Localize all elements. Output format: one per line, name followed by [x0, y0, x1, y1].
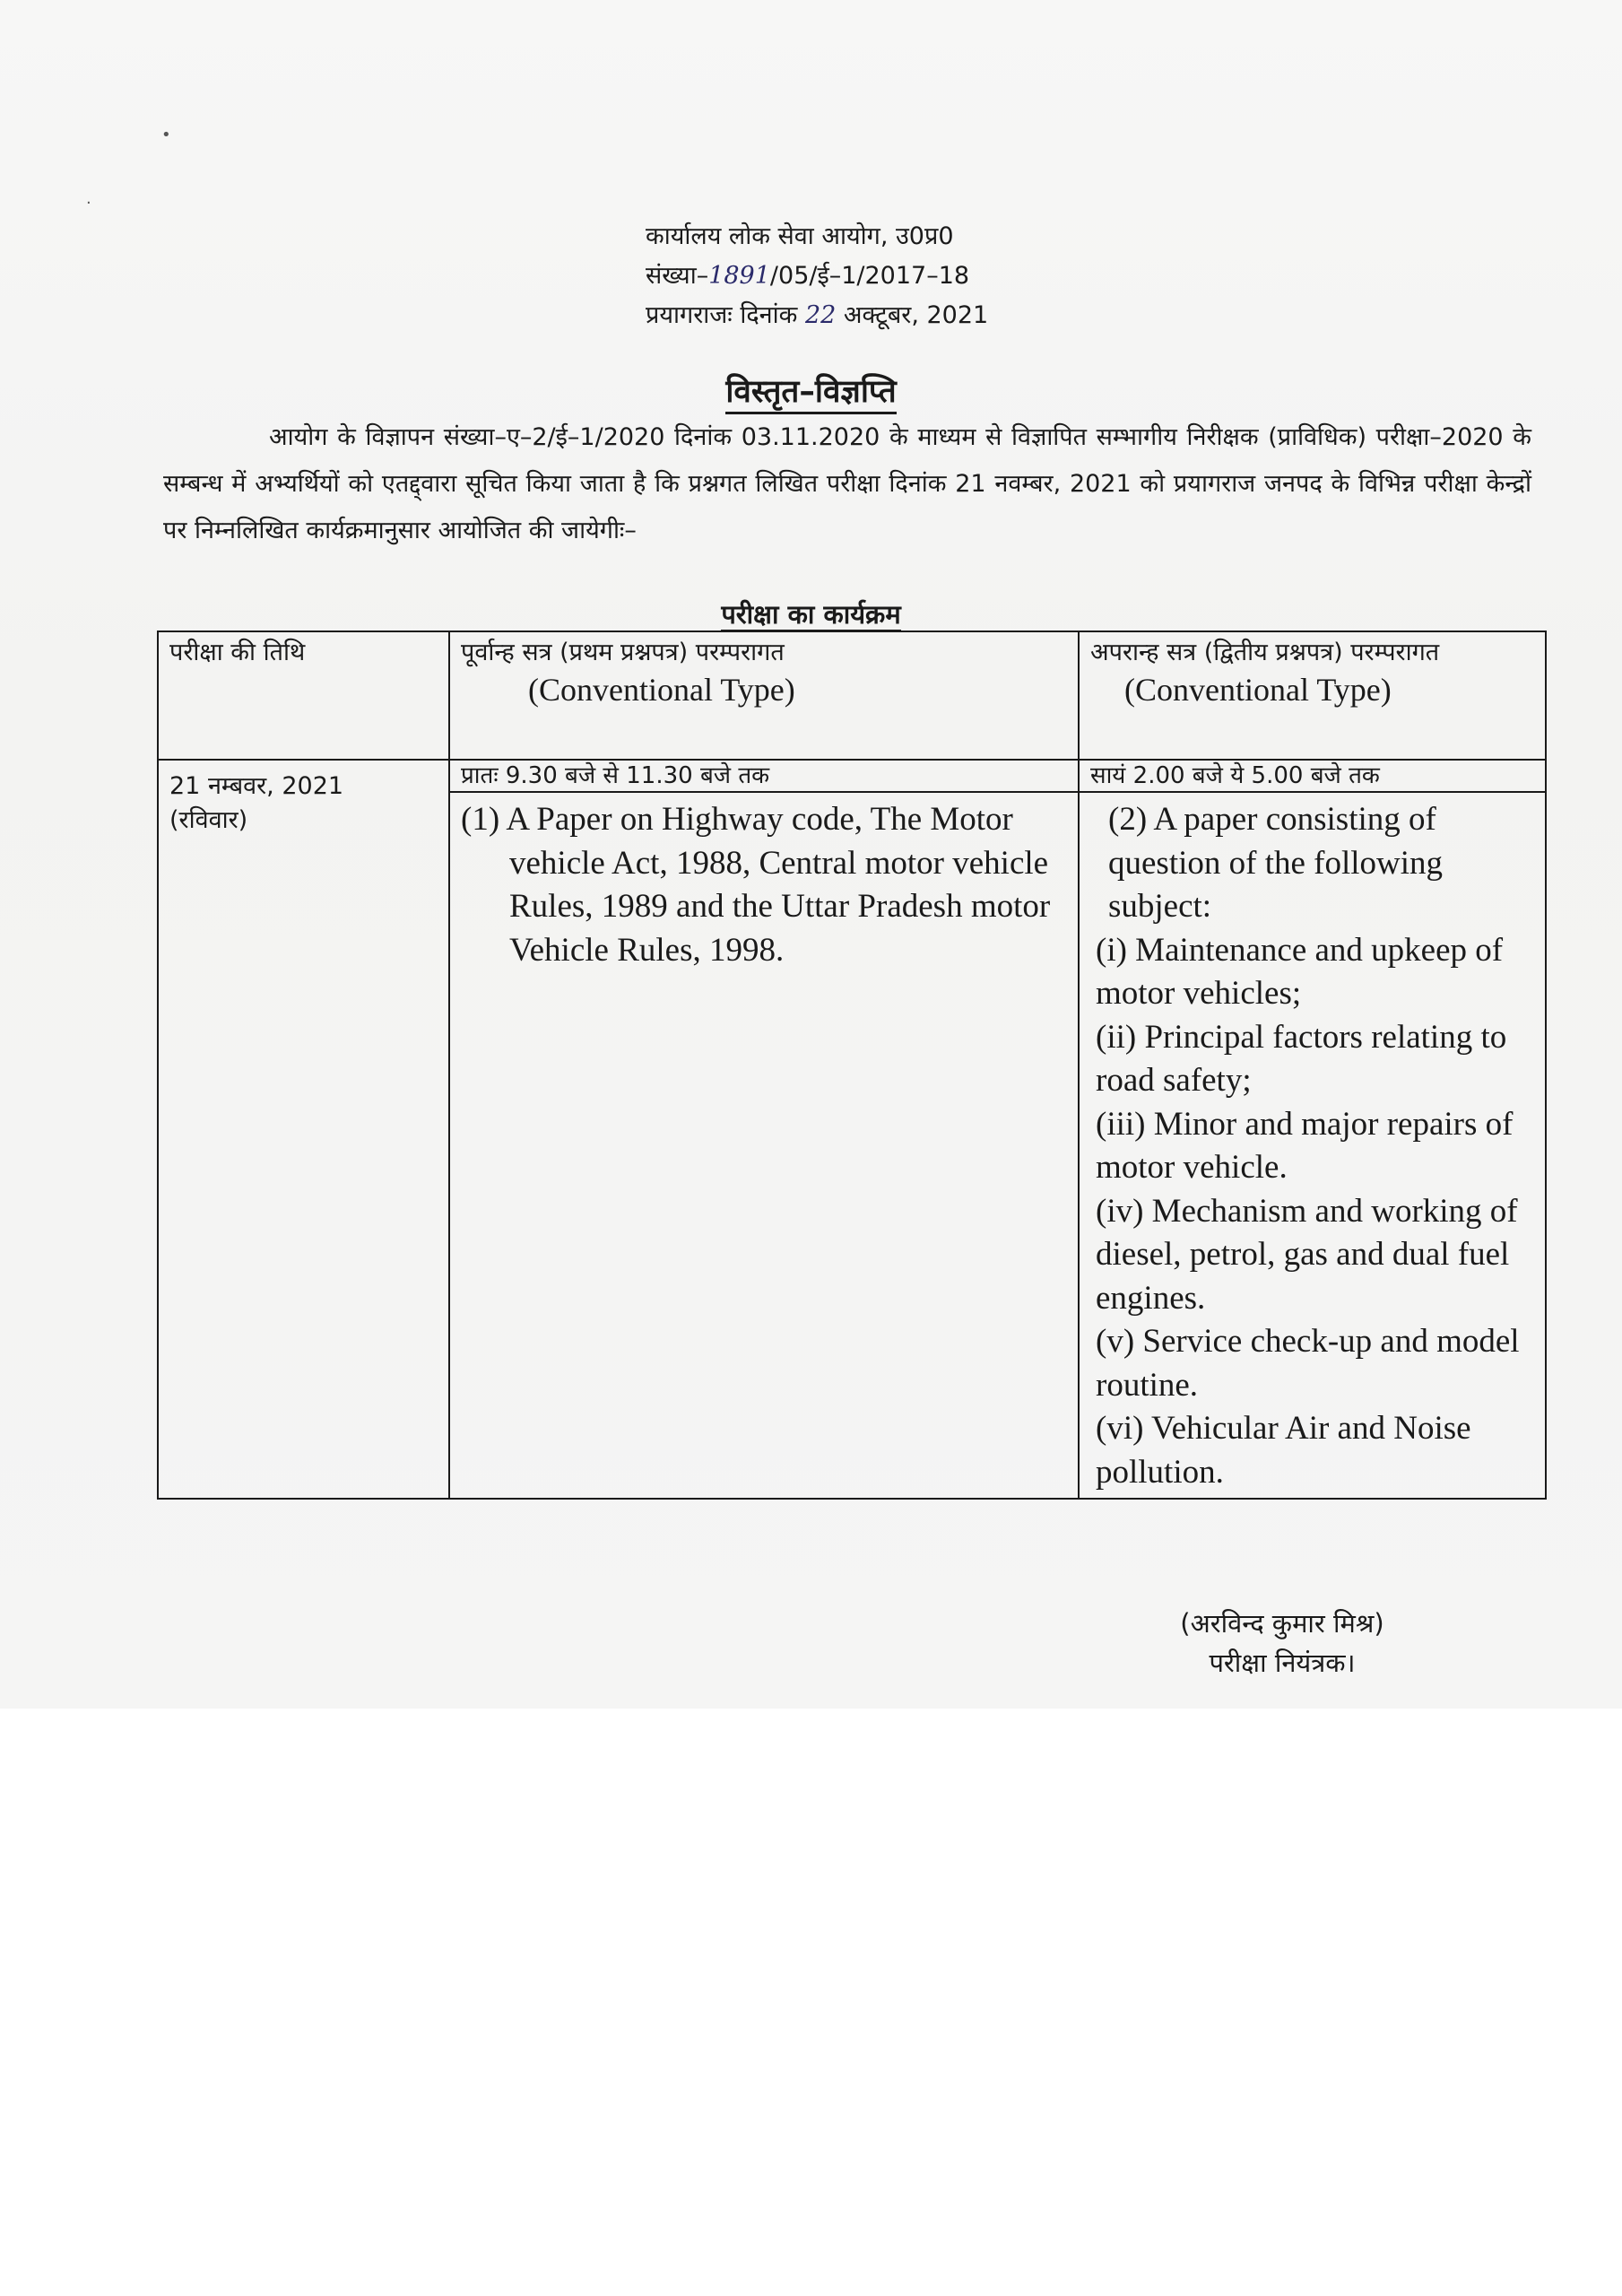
scan-speck: • — [161, 126, 171, 144]
paper-one-syllabus: (1) A Paper on Highway code, The Motor vehicle Act, 1988, Central motor vehicle Rules, 1989 and the Uttar Pradesh motor Vehicle Rules, 1998. — [449, 792, 1079, 1499]
list-item: (iv) Mechanism and working of diesel, petrol, gas and dual fuel engines. — [1096, 1192, 1518, 1317]
exam-schedule-table — [157, 631, 1547, 1500]
table-row — [158, 760, 1546, 792]
notice-body: आयोग के विज्ञापन संख्या–ए–2/ई–1/2020 दिनांक 03.11.2020 के माध्यम से विज्ञापित सम्भागीय निरीक्षक (प्राविधिक) परीक्षा–2020 के सम्बन्ध में अभ्यर्थियों को एतद्द्वारा सूचित किया जाता है कि प्रश्नगत लिखित परीक्षा दिनांक 21 नवम्बर, 2021 को प्रयागराज जनपद के विभिन्न परीक्षा केन्द्रों पर निम्नलिखित कार्यक्रमानुसार आयोजित की जायेगीः– — [163, 423, 1531, 544]
letter-date: प्रयागराजः दिनांक 22 अक्टूबर, 2021 — [646, 301, 989, 329]
signatory-name: (अरविन्द कुमार मिश्र) — [1180, 1608, 1384, 1639]
morning-type: (Conventional Type) — [528, 672, 795, 708]
notice-title: विस्तृत–विज्ञप्ति — [0, 370, 1622, 412]
header-morning-session: पूर्वान्ह सत्र (प्रथम प्रश्नपत्र) परम्परागत (Conventional Type) — [449, 631, 1079, 760]
table-caption: परीक्षा का कार्यक्रम — [721, 599, 901, 630]
header-evening-session: अपरान्ह सत्र (द्वितीय प्रश्नपत्र) परम्परागत (Conventional Type) — [1079, 631, 1546, 760]
handwritten-number: 1891 — [708, 262, 770, 290]
list-item: (i) Maintenance and upkeep of motor vehicles; — [1096, 931, 1504, 1012]
evening-type: (Conventional Type) — [1124, 672, 1392, 708]
paper-two-syllabus — [1079, 792, 1546, 1499]
exam-date-cell — [158, 760, 449, 1499]
reference-number: संख्या–1891/05/ई–1/2017–18 — [646, 262, 970, 290]
signature-block — [1103, 1604, 1462, 1683]
letter-header — [646, 217, 1184, 335]
paper-two-intro: (2) A paper consisting of question of the following subject: — [1108, 801, 1444, 925]
exam-date: 21 नम्बवर, 2021 — [169, 772, 344, 800]
morning-time: प्रातः 9.30 बजे से 11.30 बजे तक — [449, 760, 1079, 792]
header-exam-date: परीक्षा की तिथि — [158, 631, 449, 760]
scan-speck: · — [86, 194, 91, 213]
handwritten-day: 22 — [804, 301, 837, 329]
list-item: (v) Service check-up and model routine. — [1096, 1323, 1520, 1404]
table-header-row — [158, 631, 1546, 760]
list-item: (iii) Minor and major repairs of motor vehicle. — [1096, 1105, 1514, 1186]
signatory-designation: परीक्षा नियंत्रक। — [1209, 1648, 1356, 1678]
list-item: (vi) Vehicular Air and Noise pollution. — [1096, 1410, 1471, 1491]
list-item: (ii) Principal factors relating to road safety; — [1096, 1018, 1507, 1099]
office-name: कार्यालय लोक सेवा आयोग, उ0प्र0 — [646, 222, 954, 250]
evening-time: सायं 2.00 बजे ये 5.00 बजे तक — [1079, 760, 1546, 792]
exam-day: (रविवार) — [169, 806, 248, 834]
